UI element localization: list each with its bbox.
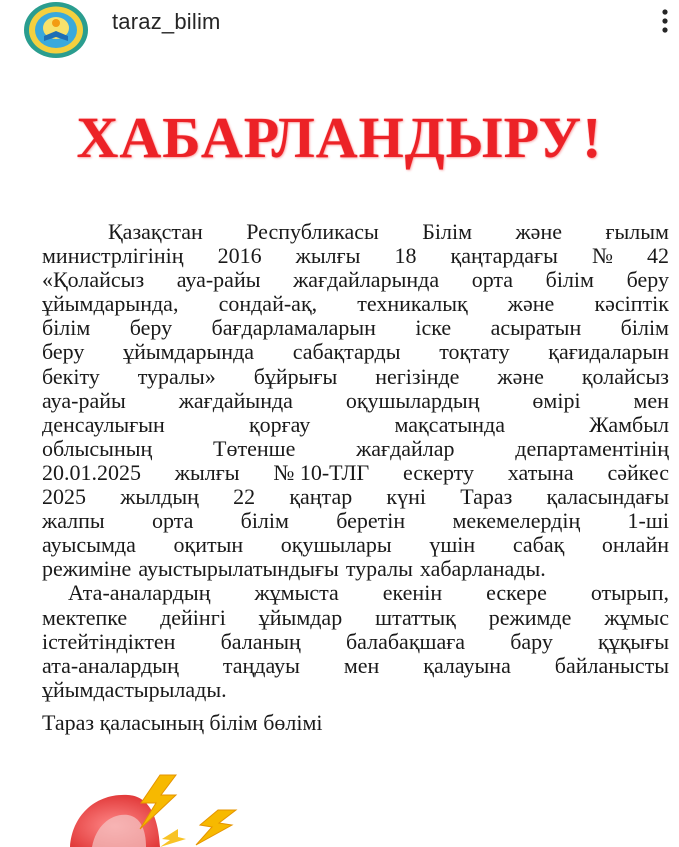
body-word: қалауына (423, 652, 511, 678)
body-word: Білім (422, 219, 473, 244)
announcement-body (42, 220, 669, 702)
body-word: сәйкес (607, 459, 669, 485)
body-word: ғылым (605, 219, 669, 244)
body-word: құқығы (598, 628, 669, 654)
body-word: штаттық (375, 604, 456, 630)
body-word: режимде (488, 604, 572, 630)
username[interactable]: taraz_bilim (112, 9, 221, 34)
body-word: және (497, 363, 544, 389)
body-word: ұйымдастырылады. (42, 676, 227, 702)
body-word: Төтенше (213, 435, 296, 461)
body-word: орта (151, 508, 194, 534)
body-line (42, 485, 669, 509)
school-logo-icon (23, 1, 89, 59)
body-line (42, 678, 669, 702)
body-word: туралы» (137, 363, 216, 389)
body-word: жағдайлар (356, 435, 455, 461)
body-word: 42 (647, 243, 669, 269)
body-word: және (515, 219, 562, 244)
body-word: ауыстырылатындығы (138, 556, 339, 582)
body-word: мен (633, 387, 669, 413)
body-line (42, 654, 669, 678)
body-word: техникалық (357, 291, 468, 317)
body-word: беретін (336, 508, 406, 534)
body-line (42, 509, 669, 533)
body-word: дейінгі (160, 604, 226, 630)
body-line (42, 220, 669, 244)
body-word: екенін (382, 580, 443, 606)
body-word: жағдайларында (293, 267, 440, 293)
body-word: режиміне (42, 556, 132, 582)
announcement-paragraph-1 (42, 220, 669, 581)
body-word: беру (129, 315, 173, 341)
body-line (42, 365, 669, 389)
body-word: қағидаларын (548, 339, 669, 365)
body-word: оқитын (173, 532, 244, 558)
body-word: жылғы (295, 243, 361, 269)
body-word: баланың (220, 628, 301, 654)
signature: Тараз қаласының білім бөлімі (42, 710, 323, 735)
body-word: орта (471, 267, 514, 293)
body-word: отырып, (590, 580, 669, 606)
body-word: сабақ (512, 532, 565, 558)
body-word: қолайсыз (581, 363, 669, 389)
more-vertical-icon[interactable] (653, 4, 677, 38)
body-word: білім (545, 267, 594, 293)
body-word: қаласындағы (546, 484, 669, 510)
body-line (42, 533, 669, 557)
body-word: 2025 (42, 484, 86, 510)
body-word: байланысты (554, 652, 669, 678)
body-word: және (507, 291, 555, 317)
body-word: ата-аналардың (42, 652, 179, 678)
body-word: жылғы (174, 459, 240, 485)
body-word: бұйрығы (253, 363, 338, 389)
body-word: денсаулығын (42, 411, 165, 437)
body-word: мекемелердің (452, 508, 581, 534)
megaphone-lightning-icon (0, 755, 260, 847)
body-line (42, 316, 669, 340)
body-word: балабақшаға (345, 628, 466, 654)
body-word: сабақтарды (292, 339, 401, 365)
body-word: білім (620, 315, 669, 341)
body-word: қаңтардағы (450, 243, 558, 269)
body-word: ауысымда (42, 532, 136, 558)
body-word: бағдарламаларын (211, 315, 376, 341)
body-line (42, 340, 669, 364)
avatar[interactable] (23, 1, 89, 59)
body-word: ауа-райы (42, 387, 126, 413)
body-word: беру (626, 267, 669, 293)
body-word: оқушылардың (345, 387, 480, 413)
body-word: білім (42, 315, 91, 341)
body-word: Республикасы (246, 219, 379, 244)
body-word: кәсіптік (594, 291, 669, 317)
body-word: мектепке (42, 604, 128, 630)
announcement-paragraph-2 (42, 581, 669, 701)
body-word: Қазақстан (108, 219, 203, 244)
body-word: 18 (394, 243, 417, 269)
body-word: Тараз (460, 484, 513, 510)
body-word: ұйымдар (258, 604, 343, 630)
body-word: ескере (486, 580, 547, 606)
body-word: хабарланады. (419, 556, 546, 582)
body-line (42, 461, 669, 485)
body-word: негізінде (375, 363, 460, 389)
body-word: жылдың (120, 484, 199, 510)
body-line (42, 268, 669, 292)
body-line (42, 606, 669, 630)
body-word: туралы (345, 556, 413, 582)
body-word: 2016 (217, 243, 262, 269)
body-line (42, 437, 669, 461)
body-word: 20.01.2025 (42, 459, 141, 485)
body-word: Ата-аналардың (68, 580, 211, 606)
post-header (0, 0, 679, 52)
body-word: министрлігінің (42, 243, 184, 269)
body-word: бекіту (42, 363, 100, 389)
body-word: сондай-ақ, (218, 291, 318, 317)
body-line (42, 292, 669, 316)
body-word: 22 (233, 484, 256, 510)
body-word: жалпы (42, 508, 105, 534)
body-word: № 10-ТЛГ (273, 459, 370, 485)
body-word: оқушылары (280, 532, 392, 558)
body-word: Жамбыл (589, 411, 669, 437)
body-line (42, 630, 669, 654)
body-line (42, 244, 669, 268)
body-word: күні (386, 484, 426, 510)
body-word: мен (343, 652, 380, 678)
body-word: іске (415, 315, 452, 341)
body-word: асыратын (490, 315, 582, 341)
body-word: хатына (507, 459, 574, 485)
body-line (42, 413, 669, 437)
body-word: онлайн (601, 532, 669, 558)
body-word: ескерту (402, 459, 474, 485)
body-word: қаңтар (289, 484, 353, 510)
body-word: мақсатында (394, 411, 506, 437)
body-line (42, 581, 669, 605)
body-word: 1-ші (627, 508, 669, 534)
body-word: облысының (42, 435, 153, 461)
body-word: тоқтату (439, 339, 510, 365)
body-word: өмірі (532, 387, 581, 413)
body-word: ұйымдарында (123, 339, 255, 365)
body-word: таңдауы (222, 652, 300, 678)
body-word: қорғау (248, 411, 311, 437)
body-word: ұйымдарында, (42, 291, 179, 317)
body-line (42, 557, 669, 581)
body-word: білім (240, 508, 289, 534)
body-word: жұмыста (254, 580, 339, 606)
announcement-headline: ХАБАРЛАНДЫРУ! (76, 105, 603, 170)
body-word: жағдайында (178, 387, 293, 413)
body-word: ауа-райы (176, 267, 261, 293)
body-word: істейтіндіктен (42, 628, 176, 654)
body-word: беру (42, 339, 85, 365)
body-word: «Қолайсыз (42, 267, 145, 293)
body-line (42, 389, 669, 413)
body-word: үшін (429, 532, 476, 558)
body-word: департаментінің (515, 435, 669, 461)
body-word: № (591, 243, 613, 269)
body-word: жұмыс (604, 604, 669, 630)
body-word: бару (510, 628, 553, 654)
